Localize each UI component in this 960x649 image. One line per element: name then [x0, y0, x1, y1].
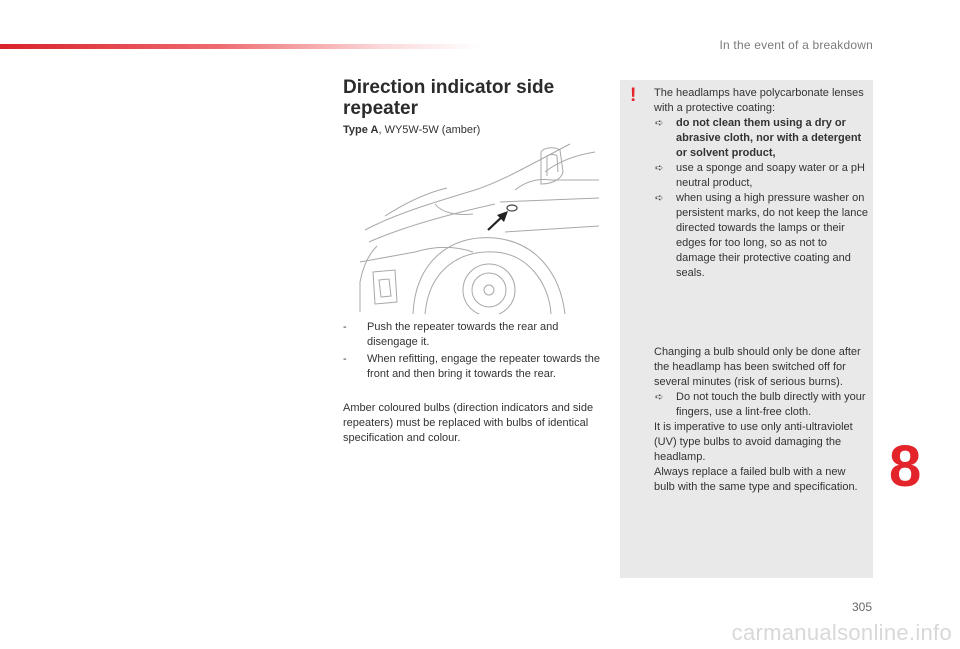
- chapter-number: 8: [889, 434, 922, 499]
- warning-intro: The headlamps have polycarbonate lenses with a protective coating:: [654, 87, 864, 114]
- chapter-color-bar: [0, 44, 480, 49]
- amber-bulb-note: Amber coloured bulbs (direction indicators and side repeaters) must be replaced with bulbs of identical specification and colour.: [343, 402, 594, 444]
- warning-list: [654, 116, 869, 281]
- bulb-intro: Changing a bulb should only be done after the headlamp has been switched off for several minutes (risk of serious burns).: [654, 346, 861, 388]
- removal-steps: [343, 320, 605, 384]
- warning-item: [654, 161, 869, 191]
- step-text: When refitting, engage the repeater towards the front and then bring it towards the rear.: [367, 353, 600, 380]
- warning-item: [654, 191, 869, 281]
- watermark: carmanualsonline.info: [731, 620, 952, 645]
- bulb-item: [654, 390, 869, 420]
- step-text: Push the repeater towards the rear and disengage it.: [367, 321, 559, 348]
- section-title: In the event of a breakdown: [719, 38, 873, 52]
- warning-exclamation-icon: !: [630, 85, 637, 106]
- page-heading: [343, 77, 593, 119]
- arrow-bullet-icon: ➪: [655, 163, 664, 174]
- vehicle-side-repeater-illustration: [355, 142, 599, 314]
- page-number: 305: [851, 600, 872, 614]
- step-dash: -: [343, 321, 347, 333]
- arrow-bullet-icon: ➪: [655, 392, 664, 403]
- warning-item-text: use a sponge and soapy water or a pH neutral product,: [676, 162, 865, 189]
- warning-item: [654, 116, 869, 161]
- arrow-bullet-icon: ➪: [655, 193, 664, 204]
- replace-bulb-note: Always replace a failed bulb with a new bulb with the same type and specification.: [654, 466, 858, 493]
- heading-line-1: Direction indicator side: [343, 77, 555, 98]
- bulb-type-line: [343, 124, 480, 136]
- uv-bulb-note: It is imperative to use only anti-ultraviolet (UV) type bulbs to avoid damaging the headlamp.: [654, 421, 853, 463]
- bulb-type-label: Type A: [343, 124, 379, 136]
- bulb-handling-info: [654, 345, 869, 495]
- arrow-bullet-icon: ➪: [655, 118, 664, 129]
- bulb-item-text: Do not touch the bulb directly with your fingers, use a lint-free cloth.: [676, 391, 866, 418]
- step-dash: -: [343, 353, 347, 365]
- warning-item-text: do not clean them using a dry or abrasive cloth, nor with a detergent or solvent product,: [676, 117, 862, 159]
- bulb-type-spec: , WY5W-5W (amber): [378, 124, 481, 136]
- heading-line-2: repeater: [343, 98, 418, 119]
- headlamp-care-warning: [654, 86, 869, 281]
- step-item: [343, 352, 605, 382]
- bulb-list: [654, 390, 869, 420]
- step-item: [343, 320, 605, 350]
- warning-item-text: when using a high pressure washer on persistent marks, do not keep the lance directed towards the lamps or their edges for too long, so as not to damage their protective coating and seals.: [676, 192, 868, 279]
